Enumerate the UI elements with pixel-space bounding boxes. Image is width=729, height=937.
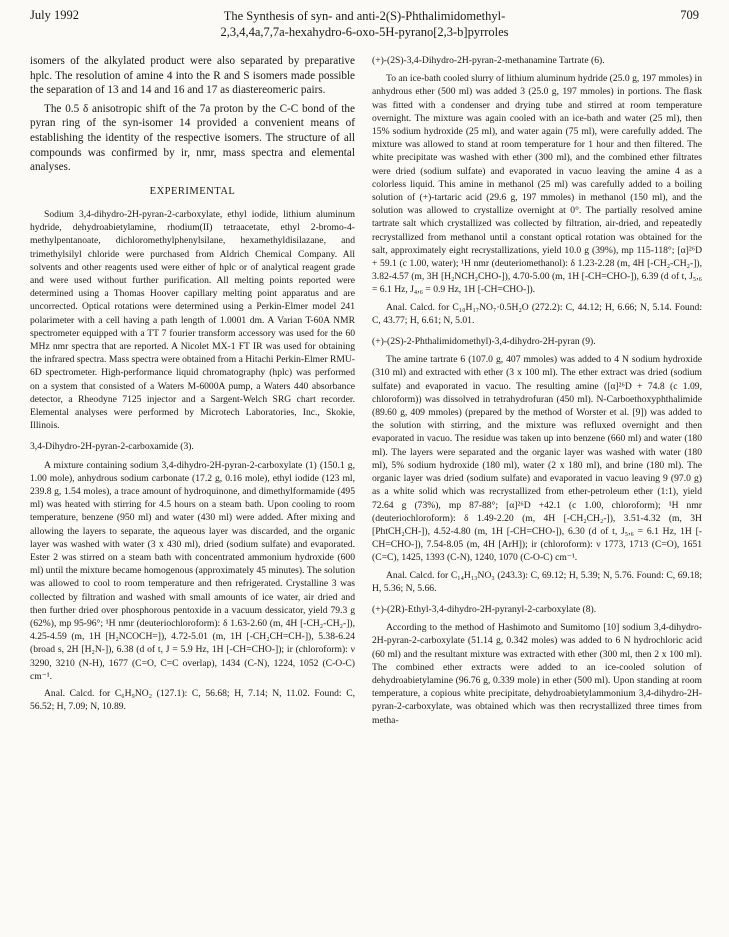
compound-heading: (+)-(2R)-Ethyl-3,4-dihydro-2H-pyranyl-2-carboxylate (8).: [372, 603, 597, 615]
paragraph: A mixture containing sodium 3,4-dihydro-2H-pyran-2-carboxylate (1) (150.1 g, 1.00 mole), anhydrous sodium carbonate (17.2 g, 0.16 mole), ethyl iodide (123 ml, 239.8 g, 1.54 moles), a trace amount of hydroquinone, and dimethylformamide (495 ml) was heated with stirring for 4.5 hours on a steam bath. Upon cooling to room temperature, benzene (950 ml) and water (430 ml) were added. After mixing and allowing the layers to separate, the aqueous layer was discarded, and the organic layer was washed with water (3 x 430 ml), dried (sodium sulfate) and evaporated. Ester 2 was stirred on a steam bath with concentrated ammonium hydroxide (600 ml) until the mixture became homogenous (approximately 45 minutes). The solution was allowed to cool to room temperature and then refrigerated. Crystalline 3 was collected by filtration and washed with small amounts of ice water, air dried and then further dried over phosphorous pentoxide in a vacuum dessicator, yield 79.3 g (62%), mp 95-96°; ¹H nmr (deuteriochloroform): δ 1.63-2.60 (m, 4H [-CH₂-CH₂-]), 4.25-4.59 (m, 1H [H₂NCOCH=]), 4.72-5.01 (m, 1H [-CH₂CH=CH-]), 5.38-6.24 (broad s, 2H [H₂N-]), 6.38 (d of t, J = 5.9 Hz, 1H [-CH=CHO-]); ir (chloroform): ν 3290, 3210 (N-H), 1677 (C=O, C=C overlap), 1434 (C-N), 1224, 1052 (C-O-C) cm⁻¹.: [30, 459, 355, 682]
page-header: [30, 8, 699, 46]
paragraph: According to the method of Hashimoto and Sumitomo [10] sodium 3,4-dihydro-2H-pyran-2-carboxylate (51.14 g, 0.342 moles) was added to 6 N hydrochloric acid (60 ml) and the resultant mixture was extracted with ether (300 ml, then 2 x 100 ml). The combined ether extracts were added to an ice-cooled solution of dehydroabietylamine (96.76 g, 0.339 mole) in ether (500 ml). Upon standing at room temperature, a copious white precipitate, dehydroabietylammonium 3,4-dihydro-2H-pyran-2-carboxylate, was obtained which was then recrystallized three times from metha-: [372, 622, 702, 726]
paragraph: isomers of the alkylated product were also separated by preparative hplc. The resolution of amine 4 into the R and S isomers made possible the separation of 13 and 14 and 16 and 17 as diastereomeric pairs.: [30, 55, 355, 97]
running-title-line-1: The Synthesis of syn- and anti-2(S)-Phthalimidomethyl-: [223, 9, 506, 23]
running-title-line-2: 2,3,4,4a,7,7a-hexahydro-6-oxo-5H-pyrano[2,3-b]pyrroles: [220, 25, 509, 39]
running-title: [140, 8, 589, 40]
paragraph: Anal. Calcd. for C₁₄H₁₃NO₃ (243.3): C, 69.12; H, 5.39; N, 5.76. Found: C, 69.18; H, 5.36; N, 5.66.: [372, 569, 702, 594]
paragraph: To an ice-bath cooled slurry of lithium aluminum hydride (25.0 g, 197 mmoles) in anhydrous ether (500 ml) was added 3 (25.0 g, 197 mmoles) in portions. The flask was fitted with a condenser and drying tube and stirred at room temperature overnight. The mixture was again cooled with an ice-bath and water (25 ml), then 15% sodium hydroxide (25 ml), and water again (75 ml), were carefully added. The mixture was allowed to stand at room temperature for 1 hour and then filtered. The white precipitate was washed with ether (300 ml), and the combined ether filtrates were dried (sodium sulfate) and evaporated in vacuo leaving the amine 4 as a colorless liquid. This amine in methanol (25 ml) was carefully added to a boiling solution of (+)-tartaric acid (29.6 g, 197 mmoles) in methanol (150 ml), and the solution was allowed to crystallize overnight at 0°. The partially resolved amine tartrate salt which crystallized was collected by filtration, air-dried, and repeatedly recrystallized from methanol until a constant optical rotation was obtained for the salt, approximately eight recrystallizations, yield 10.0 g (39%), mp 115-118°; [α]²⁶D + 59.1 (c 1.00, water); ¹H nmr (deuteriomethanol): δ 1.23-2.28 (m, 4H [-CH₂-CH₂-]), 3.82-4.57 (m, 3H [H₂NCH₂CHO-]), 4.70-5.00 (m, 1H [-CH=CHO-]), 6.39 (d of t, J₅,₆ = 6.1 Hz, J₄,₆ = 0.9 Hz, 1H [-CH=CHO-]).: [372, 73, 702, 296]
compound-heading: (+)-(2S)-3,4-Dihydro-2H-pyran-2-methanamine Tartrate (6).: [372, 55, 605, 66]
compound-heading: (+)-(2S)-2-Phthalimidomethyl)-3,4-dihydro-2H-pyran (9).: [372, 336, 596, 348]
compound-heading: 3,4-Dihydro-2H-pyran-2-carboxamide (3).: [30, 441, 194, 453]
paragraph: Anal. Calcd. for C₁₀H₁₇NO₇·0.5H₂O (272.2): C, 44.12; H, 6.66; N, 5.14. Found: C, 43.77; H, 6.61; N, 5.01.: [372, 301, 702, 326]
paragraph: Anal. Calcd. for C₆H₉NO₂ (127.1): C, 56.68; H, 7.14; N, 11.02. Found: C, 56.52; H, 7.09; N, 10.89.: [30, 688, 355, 713]
journal-date: July 1992: [30, 8, 79, 22]
paragraph: Sodium 3,4-dihydro-2H-pyran-2-carboxylate, ethyl iodide, lithium aluminum hydride, dehydroabietylamine, rhodium(II) tetraacetate, ethyl 2-bromo-4-methylpentanoate, dichloromethylphenylsilane, hexamethyldisilazane, and trimethylsilyl chloride were purchased from Aldrich Chemical Company. All solvents and other reagents used were either of hplc or of analytical reagent grade and were used without further purification. All melting points reported were determined using a Thomas Hoover capillary melting point apparatus and are uncorrected. Optical rotations were determined using a Perkin-Elmer model 241 polarimeter with a cell having a path length of 1.0001 dm. A Varian T-60A NMR spectrometer equipped with a TT 7 fourier transform accessory was used for the 60 MHz nmr spectra that are reported. A Nicolet MX-1 FT IR was used for obtaining the infrared spectra. Mass spectra were obtained from a Hitachi Perkin-Elmer RMU-6D spectrometer. High-performance liquid chromatography (hplc) was performed on a system that consisted of a Waters M-6000A pump, a Waters 440 absorbance detector, a Rheodyne 7125 injector and a Sargent-Welch SRG chart recorder. Elemental analyses were performed by Microtech Laboratories, Inc., Skokie, Illinois.: [30, 208, 356, 432]
left-column: [30, 54, 355, 717]
right-column: [372, 54, 702, 731]
section-heading: EXPERIMENTAL: [149, 185, 236, 197]
page-number: 709: [680, 8, 699, 22]
paragraph: The amine tartrate 6 (107.0 g, 407 mmoles) was added to 4 N sodium hydroxide (310 ml) and extracted with ether (3 x 100 ml). The ether extract was dried (sodium sulfate) and evaporated in vacuo. The resulting amine ([α]²⁶D + 74.8 (c 1.09, chloroform)) was dissolved in tetrahydrofuran (450 ml). N-Carboethoxyphthalimide (89.60 g, 409 mmoles) (prepared by the method of Worster et al. [9]) was added to the solution with stirring, and the mixture was refluxed overnight and then evaporated in vacuo. The residue was taken up into benzene (660 ml) and water (180 ml). The layers were separated and the organic layer was washed with water (180 ml), 5% sodium hydroxide (180 ml), water (2 x 180 ml), and brine (180 ml). The organic layer was dried (sodium sulfate) and evaporated in vacuo leaving 9 (97.0 g) as a white solid which was recrystallized from ether-petroleum ether (1:1), yield 72.64 g (73%), mp 87-88°; [α]²⁶D +42.1 (c 1.00, chloroform); ¹H nmr (deuteriochloroform): δ 1.49-2.20 (m, 4H [-CH₂CH₂-]), 3.51-4.32 (m, 3H [PhtCH₂CH-]), 4.52-4.80 (m, 1H [-CH=CHO-]), 6.30 (d of t, J₅,₆ = 6.1 Hz, 1H [-CH=CHO-]), 7.54-8.05 (m, 4H [ArH]); ir (chloroform): ν 1773, 1713 (C=O), 1651 (C=C), 1425, 1393 (C-N), 1240, 1070 (C-O-C) cm⁻¹.: [372, 354, 702, 564]
paragraph: The 0.5 δ anisotropic shift of the 7a proton by the C-C bond of the pyran ring of the syn-isomer 14 provided a convenient means of establishing the identity of the respective isomers. The structure of all compounds was confirmed by ir, nmr, mass spectra and elemental analyses.: [30, 102, 355, 174]
